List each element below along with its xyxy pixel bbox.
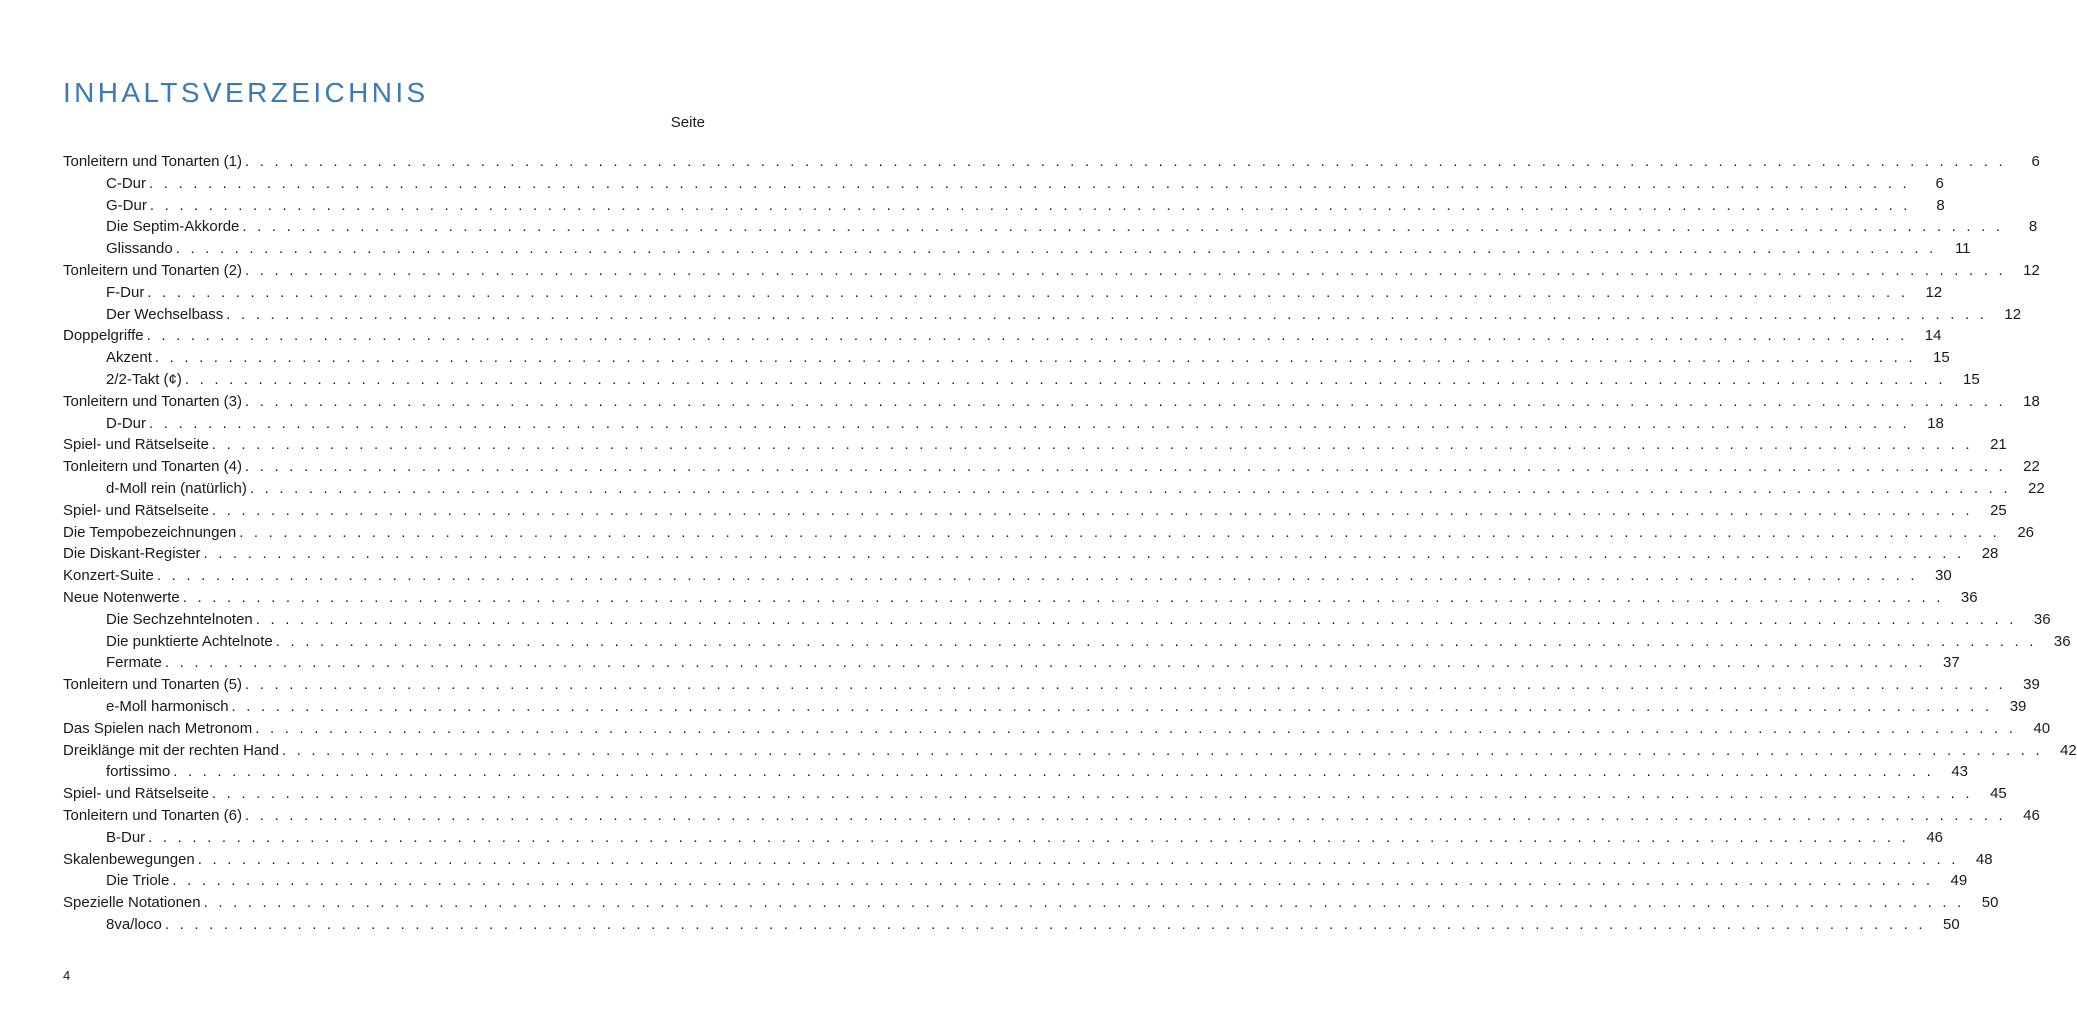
toc-entry-title: Spiel- und Rätselseite (63, 436, 209, 454)
toc-entry-title: Doppelgriffe (63, 327, 144, 345)
dot-leader: . . . . . . . . . . . . . . . . . . . . . . . . . . . . . . . . . . . . . . . . . . . . . . . . . . . . . . . . . . . . . . . . . . . . . . . . . . . . . . . . . . . . . . . . . . . . . . . . . . . . . . . . . . . . . . . . . . . . . . . . (245, 458, 2006, 476)
dot-leader: . . . . . . . . . . . . . . . . . . . . . . . . . . . . . . . . . . . . . . . . . . . . . . . . . . . . . . . . . . . . . . . . . . . . . . . . . . . . . . . . . . . . . . . . . . . . . . . . . . . . . . . . . . . . . . . . . . . . . . . . (211, 785, 1973, 803)
toc-entry-title: Die Septim-Akkorde (106, 218, 240, 236)
toc-entry-page: 6 (2031, 153, 2040, 170)
toc-entry-title: Die Triole (106, 872, 170, 890)
dot-leader: . . . . . . . . . . . . . . . . . . . . . . . . . . . . . . . . . . . . . . . . . . . . . . . . . . . . . . . . . . . . . . . . . . . . . . . . . . . . . . . . . . . . . . . . . . . . . . . . . . . . . . . . . . . . . . . . . . . . . . . . (211, 436, 1973, 454)
toc-entry (63, 783, 2007, 805)
toc-entry-title: Tonleitern und Tonarten (2) (63, 261, 243, 279)
toc-entry-page: 22 (2028, 479, 2045, 497)
toc-entry (63, 674, 2040, 696)
dot-leader: . . . . . . . . . . . . . . . . . . . . . . . . . . . . . . . . . . . . . . . . . . . . . . . . . . . . . . . . . . . . . . . . . . . . . . . . . . . . . . . . . . . . . . . . . . . . . . . . . . . . . . . . . . . . . . . . . . . . . . . . (156, 567, 1918, 585)
toc-entry-title: Die Tempobezeichnungen (63, 523, 237, 541)
toc-subentry (63, 347, 1950, 369)
toc-entry-page: 46 (2023, 806, 2040, 824)
page-title: INHALTSVERZEICHNIS (63, 76, 429, 108)
toc-subentry (63, 413, 1944, 435)
page-column-label: Seite (670, 114, 705, 131)
toc-entry-title: d-Moll rein (natürlich) (106, 479, 247, 497)
toc-entry (63, 892, 1999, 914)
toc-entry (63, 805, 2040, 827)
dot-leader: . . . . . . . . . . . . . . . . . . . . . . . . . . . . . . . . . . . . . . . . . . . . . . . . . . . . . . . . . . . . . . . . . . . . . . . . . . . . . . . . . . . . . . . . . . . . . . . . . . . . . . . . . . . . . . . . . . . . . . . . (255, 719, 2017, 737)
toc-entry-title: Spiel- und Rätselseite (63, 785, 209, 803)
toc-entry-title: Die Diskant-Register (63, 545, 201, 563)
dot-leader: . . . . . . . . . . . . . . . . . . . . . . . . . . . . . . . . . . . . . . . . . . . . . . . . . . . . . . . . . . . . . . . . . . . . . . . . . . . . . . . . . . . . . . . . . . . . . . . . . . . . . . . . . . . . . . . . . . . . . . . . (226, 305, 1988, 323)
dot-leader: . . . . . . . . . . . . . . . . . . . . . . . . . . . . . . . . . . . . . . . . . . . . . . . . . . . . . . . . . . . . . . . . . . . . . . . . . . . . . . . . . . . . . . . . . . . . . . . . . . . . . . . . . . . . . . . . . . . . . . . . (249, 479, 2011, 497)
toc-entry-page: 42 (2060, 741, 2077, 759)
dot-leader: . . . . . . . . . . . . . . . . . . . . . . . . . . . . . . . . . . . . . . . . . . . . . . . . . . . . . . . . . . . . . . . . . . . . . . . . . . . . . . . . . . . . . . . . . . . . . . . . . . . . . . . . . . . . . . . . . . . . . . . . (147, 283, 1909, 301)
toc-subentry (63, 173, 1944, 195)
toc-subentry (63, 914, 1960, 936)
toc-entry-page: 21 (1990, 436, 2007, 454)
dot-leader: . . . . . . . . . . . . . . . . . . . . . . . . . . . . . . . . . . . . . . . . . . . . . . . . . . . . . . . . . . . . . . . . . . . . . . . . . . . . . . . . . . . . . . . . . . . . . . . . . . . . . . . . . . . . . . . . . . . . . . . . (164, 654, 1926, 672)
toc-entry-title: Die Sechzehntelnoten (106, 610, 253, 628)
toc-entry-page: 15 (1963, 370, 1980, 388)
dot-leader: . . . . . . . . . . . . . . . . . . . . . . . . . . . . . . . . . . . . . . . . . . . . . . . . . . . . . . . . . . . . . . . . . . . . . . . . . . . . . . . . . . . . . . . . . . . . . . . . . . . . . . . . . . . . . . . . . . . . . . . . (255, 610, 2017, 628)
toc-entry (63, 434, 2007, 456)
toc-entry-title: C-Dur (106, 174, 146, 192)
dot-leader: . . . . . . . . . . . . . . . . . . . . . . . . . . . . . . . . . . . . . . . . . . . . . . . . . . . . . . . . . . . . . . . . . . . . . . . . . . . . . . . . . . . . . . . . . . . . . . . . . . . . . . . . . . . . . . . . . . . . . . . . (245, 153, 2006, 170)
toc-subentry (63, 195, 1945, 217)
toc-entry-page: 30 (1935, 567, 1952, 585)
dot-leader: . . . . . . . . . . . . . . . . . . . . . . . . . . . . . . . . . . . . . . . . . . . . . . . . . . . . . . . . . . . . . . . . . . . . . . . . . . . . . . . . . . . . . . . . . . . . . . . . . . . . . . . . . . . . . . . . . . . . . . . . (149, 414, 1910, 432)
dot-leader: . . . . . . . . . . . . . . . . . . . . . . . . . . . . . . . . . . . . . . . . . . . . . . . . . . . . . . . . . . . . . . . . . . . . . . . . . . . . . . . . . . . . . . . . . . . . . . . . . . . . . . . . . . . . . . . . . . . . . . . . (148, 828, 1909, 846)
toc-entry-title: Dreiklänge mit der rechten Hand (63, 741, 279, 759)
dot-leader: . . . . . . . . . . . . . . . . . . . . . . . . . . . . . . . . . . . . . . . . . . . . . . . . . . . . . . . . . . . . . . . . . . . . . . . . . . . . . . . . . . . . . . . . . . . . . . . . . . . . . . . . . . . . . . . . . . . . . . . . (275, 632, 2037, 650)
dot-leader: . . . . . . . . . . . . . . . . . . . . . . . . . . . . . . . . . . . . . . . . . . . . . . . . . . . . . . . . . . . . . . . . . . . . . . . . . . . . . . . . . . . . . . . . . . . . . . . . . . . . . . . . . . . . . . . . . . . . . . . . (245, 676, 2006, 694)
toc-entry-title: Fermate (106, 654, 162, 672)
dot-leader: . . . . . . . . . . . . . . . . . . . . . . . . . . . . . . . . . . . . . . . . . . . . . . . . . . . . . . . . . . . . . . . . . . . . . . . . . . . . . . . . . . . . . . . . . . . . . . . . . . . . . . . . . . . . . . . . . . . . . . . . (149, 196, 1911, 214)
toc-subentry (63, 696, 2027, 718)
toc-entry-title: Tonleitern und Tonarten (3) (63, 392, 243, 410)
toc-entry-page: 37 (1943, 654, 1960, 672)
toc-subentry (63, 609, 2051, 631)
dot-leader: . . . . . . . . . . . . . . . . . . . . . . . . . . . . . . . . . . . . . . . . . . . . . . . . . . . . . . . . . . . . . . . . . . . . . . . . . . . . . . . . . . . . . . . . . . . . . . . . . . . . . . . . . . . . . . . . . . . . . . . . (245, 261, 2006, 279)
toc-entry-page: 46 (1926, 828, 1943, 846)
dot-leader: . . . . . . . . . . . . . . . . . . . . . . . . . . . . . . . . . . . . . . . . . . . . . . . . . . . . . . . . . . . . . . . . . . . . . . . . . . . . . . . . . . . . . . . . . . . . . . . . . . . . . . . . . . . . . . . . . . . . . . . . (184, 370, 1946, 388)
toc-entry-page: 45 (1990, 785, 2007, 803)
toc-entry-title: Das Spielen nach Metronom (63, 719, 253, 737)
toc-entry-page: 12 (2023, 261, 2040, 279)
toc-entry-page: 50 (1943, 915, 1960, 933)
toc-entry-title: Akzent (106, 349, 152, 367)
dot-leader: . . . . . . . . . . . . . . . . . . . . . . . . . . . . . . . . . . . . . . . . . . . . . . . . . . . . . . . . . . . . . . . . . . . . . . . . . . . . . . . . . . . . . . . . . . . . . . . . . . . . . . . . . . . . . . . . . . . . . . . . (203, 894, 1965, 912)
dot-leader: . . . . . . . . . . . . . . . . . . . . . . . . . . . . . . . . . . . . . . . . . . . . . . . . . . . . . . . . . . . . . . . . . . . . . . . . . . . . . . . . . . . . . . . . . . . . . . . . . . . . . . . . . . . . . . . . . . . . . . . . (154, 349, 1916, 367)
toc-entry-page: 11 (1954, 240, 1971, 258)
toc-entry-page: 14 (1924, 327, 1942, 345)
toc-subentry (63, 238, 1971, 260)
dot-leader: . . . . . . . . . . . . . . . . . . . . . . . . . . . . . . . . . . . . . . . . . . . . . . . . . . . . . . . . . . . . . . . . . . . . . . . . . . . . . . . . . . . . . . . . . . . . . . . . . . . . . . . . . . . . . . . . . . . . . . . . (172, 872, 1934, 890)
toc-entry-page: 39 (2023, 676, 2040, 694)
toc-entry-title: Skalenbewegungen (63, 850, 195, 868)
toc-entry-page: 36 (2033, 610, 2051, 628)
toc-entry-title: B-Dur (106, 828, 146, 846)
dot-leader: . . . . . . . . . . . . . . . . . . . . . . . . . . . . . . . . . . . . . . . . . . . . . . . . . . . . . . . . . . . . . . . . . . . . . . . . . . . . . . . . . . . . . . . . . . . . . . . . . . . . . . . . . . . . . . . . . . . . . . . . (164, 915, 1926, 933)
toc-entry-page: 8 (1936, 196, 1945, 214)
toc-subentry (63, 652, 1960, 674)
toc-entry-page: 43 (1951, 763, 1969, 781)
toc-entry-page: 40 (2033, 719, 2051, 737)
toc-entry (63, 500, 2007, 522)
toc-entry (63, 260, 2040, 282)
toc-subentry (63, 304, 2022, 326)
toc-entry (63, 718, 2051, 740)
dot-leader: . . . . . . . . . . . . . . . . . . . . . . . . . . . . . . . . . . . . . . . . . . . . . . . . . . . . . . . . . . . . . . . . . . . . . . . . . . . . . . . . . . . . . . . . . . . . . . . . . . . . . . . . . . . . . . . . . . . . . . . . (182, 588, 1944, 606)
toc-entry-page: 48 (1975, 850, 1993, 868)
toc-subentry (63, 827, 1943, 849)
dot-leader: . . . . . . . . . . . . . . . . . . . . . . . . . . . . . . . . . . . . . . . . . . . . . . . . . . . . . . . . . . . . . . . . . . . . . . . . . . . . . . . . . . . . . . . . . . . . . . . . . . . . . . . . . . . . . . . . . . . . . . . . (211, 501, 1973, 519)
footer-page-number: 4 (63, 968, 71, 983)
dot-leader: . . . . . . . . . . . . . . . . . . . . . . . . . . . . . . . . . . . . . . . . . . . . . . . . . . . . . . . . . . . . . . . . . . . . . . . . . . . . . . . . . . . . . . . . . . . . . . . . . . . . . . . . . . . . . . . . . . . . . . . . (197, 850, 1959, 868)
dot-leader: . . . . . . . . . . . . . . . . . . . . . . . . . . . . . . . . . . . . . . . . . . . . . . . . . . . . . . . . . . . . . . . . . . . . . . . . . . . . . . . . . . . . . . . . . . . . . . . . . . . . . . . . . . . . . . . . . . . . . . . . (231, 697, 1993, 715)
toc-entry (63, 587, 1978, 609)
dot-leader: . . . . . . . . . . . . . . . . . . . . . . . . . . . . . . . . . . . . . . . . . . . . . . . . . . . . . . . . . . . . . . . . . . . . . . . . . . . . . . . . . . . . . . . . . . . . . . . . . . . . . . . . . . . . . . . . . . . . . . . . (245, 392, 2006, 410)
toc-entry-title: e-Moll harmonisch (106, 697, 229, 715)
toc-entry (63, 849, 1993, 871)
dot-leader: . . . . . . . . . . . . . . . . . . . . . . . . . . . . . . . . . . . . . . . . . . . . . . . . . . . . . . . . . . . . . . . . . . . . . . . . . . . . . . . . . . . . . . . . . . . . . . . . . . . . . . . . . . . . . . . . . . . . . . . . (242, 218, 2004, 236)
toc-entry (63, 151, 2040, 173)
toc-entry-page: 8 (2028, 218, 2038, 236)
toc-entry-page: 28 (1981, 545, 1999, 563)
toc-entry (63, 543, 1999, 565)
table-of-contents (63, 151, 2077, 936)
toc-entry-title: Tonleitern und Tonarten (4) (63, 458, 243, 476)
dot-leader: . . . . . . . . . . . . . . . . . . . . . . . . . . . . . . . . . . . . . . . . . . . . . . . . . . . . . . . . . . . . . . . . . . . . . . . . . . . . . . . . . . . . . . . . . . . . . . . . . . . . . . . . . . . . . . . . . . . . . . . . (281, 741, 2043, 759)
toc-entry-page: 39 (2009, 697, 2027, 715)
dot-leader: . . . . . . . . . . . . . . . . . . . . . . . . . . . . . . . . . . . . . . . . . . . . . . . . . . . . . . . . . . . . . . . . . . . . . . . . . . . . . . . . . . . . . . . . . . . . . . . . . . . . . . . . . . . . . . . . . . . . . . . . (175, 240, 1937, 258)
toc-entry-title: 8va/loco (106, 915, 162, 933)
toc-entry-title: Glissando (106, 240, 173, 258)
toc-entry (63, 325, 1942, 347)
toc-entry-page: 18 (1927, 414, 1944, 432)
toc-subentry (63, 282, 1943, 304)
toc-entry-page: 6 (1935, 174, 1944, 192)
dot-leader: . . . . . . . . . . . . . . . . . . . . . . . . . . . . . . . . . . . . . . . . . . . . . . . . . . . . . . . . . . . . . . . . . . . . . . . . . . . . . . . . . . . . . . . . . . . . . . . . . . . . . . . . . . . . . . . . . . . . . . . . (146, 327, 1908, 345)
toc-subentry (63, 870, 1968, 892)
toc-entry-title: Tonleitern und Tonarten (1) (63, 153, 243, 170)
toc-entry (63, 522, 2035, 544)
toc-subentry (63, 369, 1980, 391)
toc-entry-page: 15 (1933, 349, 1950, 367)
dot-leader: . . . . . . . . . . . . . . . . . . . . . . . . . . . . . . . . . . . . . . . . . . . . . . . . . . . . . . . . . . . . . . . . . . . . . . . . . . . . . . . . . . . . . . . . . . . . . . . . . . . . . . . . . . . . . . . . . . . . . . . . (149, 174, 1910, 192)
toc-subentry (63, 761, 1969, 783)
toc-entry (63, 565, 1952, 587)
toc-subentry (63, 216, 2038, 238)
toc-entry-title: D-Dur (106, 414, 146, 432)
toc-subentry (63, 631, 2071, 653)
toc-entry-title: G-Dur (106, 196, 147, 214)
toc-entry-page: 12 (1925, 283, 1943, 301)
toc-entry-title: Tonleitern und Tonarten (5) (63, 676, 243, 694)
toc-entry-page: 36 (1960, 588, 1978, 606)
toc-entry-page: 25 (1990, 501, 2007, 519)
toc-entry-title: Spezielle Notationen (63, 894, 201, 912)
toc-entry-page: 18 (2023, 392, 2040, 410)
toc-entry-page: 50 (1981, 894, 1999, 912)
toc-entry-title: 2/2-Takt (¢) (106, 370, 182, 388)
toc-entry-page: 49 (1950, 872, 1968, 890)
dot-leader: . . . . . . . . . . . . . . . . . . . . . . . . . . . . . . . . . . . . . . . . . . . . . . . . . . . . . . . . . . . . . . . . . . . . . . . . . . . . . . . . . . . . . . . . . . . . . . . . . . . . . . . . . . . . . . . . . . . . . . . . (203, 545, 1965, 563)
toc-entry (63, 740, 2077, 762)
toc-entry-title: F-Dur (106, 283, 145, 301)
toc-entry-page: 12 (2004, 305, 2022, 323)
toc-entry-page: 26 (2017, 523, 2035, 541)
toc-entry-title: Die punktierte Achtelnote (106, 632, 273, 650)
toc-entry (63, 391, 2040, 413)
toc-entry-title: fortissimo (106, 763, 171, 781)
toc-entry-title: Spiel- und Rätselseite (63, 501, 209, 519)
toc-entry-page: 22 (2023, 458, 2040, 476)
toc-entry (63, 456, 2040, 478)
dot-leader: . . . . . . . . . . . . . . . . . . . . . . . . . . . . . . . . . . . . . . . . . . . . . . . . . . . . . . . . . . . . . . . . . . . . . . . . . . . . . . . . . . . . . . . . . . . . . . . . . . . . . . . . . . . . . . . . . . . . . . . . (245, 806, 2006, 824)
toc-subentry (63, 478, 2045, 500)
toc-entry-title: Konzert-Suite (63, 567, 154, 585)
dot-leader: . . . . . . . . . . . . . . . . . . . . . . . . . . . . . . . . . . . . . . . . . . . . . . . . . . . . . . . . . . . . . . . . . . . . . . . . . . . . . . . . . . . . . . . . . . . . . . . . . . . . . . . . . . . . . . . . . . . . . . . . (239, 523, 2001, 541)
toc-entry-title: Der Wechselbass (106, 305, 224, 323)
toc-entry-title: Tonleitern und Tonarten (6) (63, 806, 243, 824)
toc-entry-title: Neue Notenwerte (63, 588, 180, 606)
dot-leader: . . . . . . . . . . . . . . . . . . . . . . . . . . . . . . . . . . . . . . . . . . . . . . . . . . . . . . . . . . . . . . . . . . . . . . . . . . . . . . . . . . . . . . . . . . . . . . . . . . . . . . . . . . . . . . . . . . . . . . . . (173, 763, 1935, 781)
toc-entry-page: 36 (2053, 632, 2071, 650)
